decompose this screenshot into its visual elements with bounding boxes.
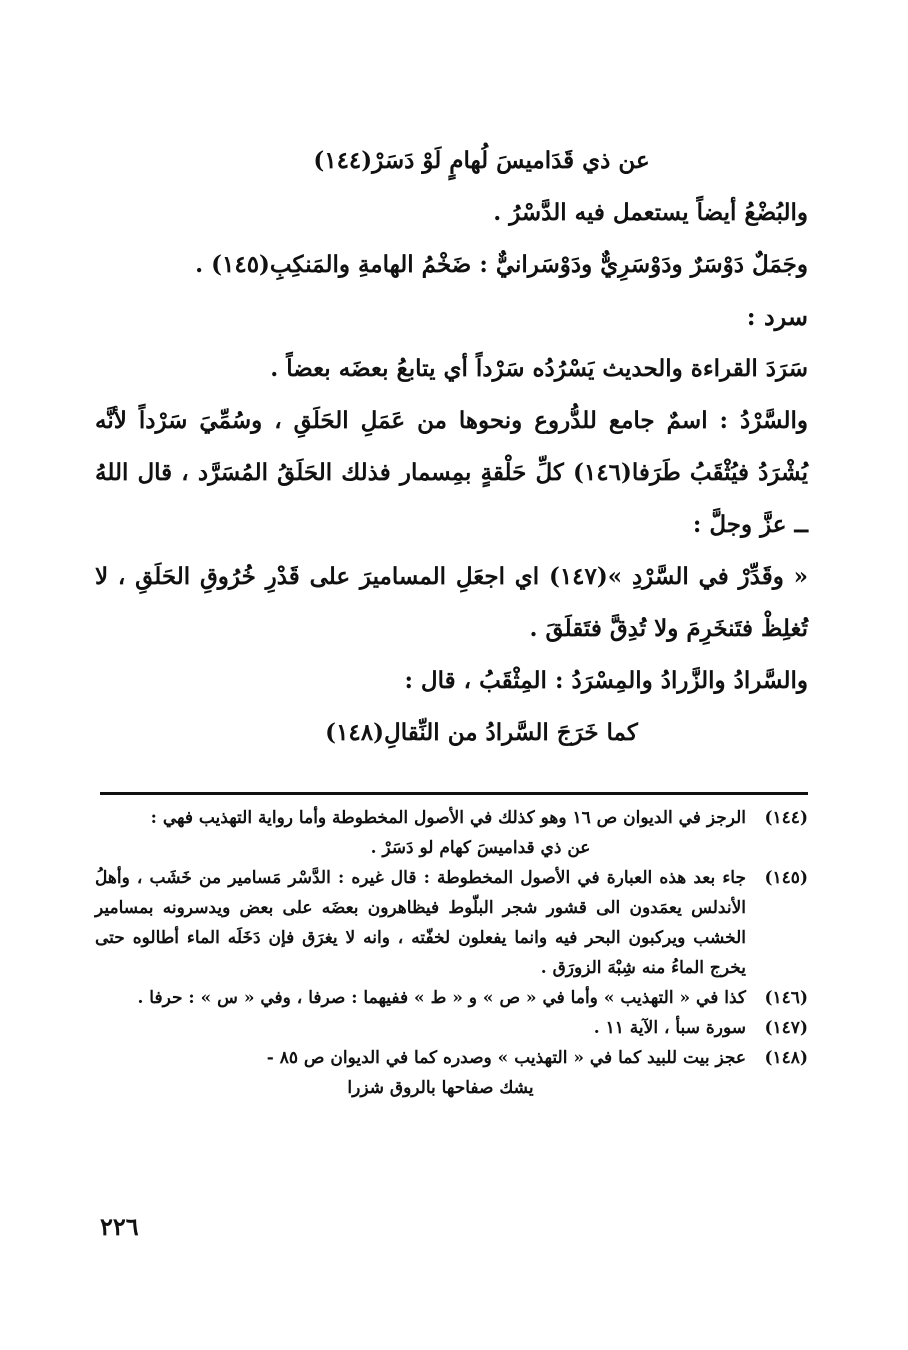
text-paragraph-5: « وقَدِّرْ في السَّرْدِ »(١٤٧) اي اجعَلِ المساميرَ على قَدْرِ خُرُوقِ الحَلَقِ ، لا تُغلِظْ فتَنخَرِمَ ولا تُدِقَّ فتَقلَقَ .: [95, 563, 808, 642]
footnote-number: (١٤٦): [764, 988, 808, 1008]
text-paragraph-4: والسَّرْدُ : اسمٌ جامع للدُّروع ونحوها من عَمَلِ الحَلَقِ ، وسُمِّيَ سَرْداً لأنَّه يُشْرَدُ فيُثْقَبُ طَرَفا(١٤٦) كلِّ حَلْقةٍ بمِسمار فذلك الحَلَقُ المُسَرَّد ، قال اللهُ ــ عزَّ وجلَّ :: [95, 407, 809, 538]
text-paragraph-6: والسَّرادُ والزَّرادُ والمِسْرَدُ : المِثْقَبُ ، قال :: [404, 667, 808, 694]
page-number: ٢٢٦: [100, 1212, 139, 1241]
footnote-number: (١٤٥): [764, 868, 808, 888]
footnote-quote: عن ذي قداميسَ كهام لو دَسَرْ .: [370, 838, 591, 858]
footnote-text: عجز بيت للبيد كما في « التهذيب » وصدره كما في الديوان ص ٨٥ -: [266, 1048, 746, 1068]
verse-line-1: عن ذي قَدَاميسَ لُهامٍ لَوْ دَسَرْ(١٤٤): [313, 147, 650, 174]
main-text-block: [95, 135, 808, 759]
footnote-text: سورة سبأ ، الآية ١١ .: [593, 1018, 746, 1038]
footnote-poem-line: يشك صفاحها بالروق شزرا: [347, 1078, 534, 1098]
footnote-146: [95, 983, 808, 1013]
footnote-147: [95, 1013, 808, 1043]
footnote-148: [95, 1043, 808, 1103]
footnotes-block: [95, 803, 808, 1103]
footnote-144: [95, 803, 808, 863]
footnote-number: (١٤٨): [764, 1048, 808, 1068]
footnote-body: [95, 1043, 746, 1103]
text-paragraph-1: والبُضْعُ أيضاً يستعمل فيه الدَّسْرُ .: [493, 199, 808, 226]
footnote-text: جاء بعد هذه العبارة في الأصول المخطوطة : قال غيره : الدَّسْر مَسامير من خَشَب ، وأهلُ الأندلس يعمَدون الى قشور شجر البلّوط فيظاهرون بعضَه على بعض ويدسرونه بمسامير الخشب ويركبون البحر فيه وانما يفعلون لخفّته ، وانه لا يغرَق فإن دَخَلَه الماء أطالوه حتى يخرج الماءُ منه شِبْهَ الزورَق .: [95, 868, 746, 978]
text-paragraph-3: سَرَدَ القراءة والحديث يَسْرُدُه سَرْداً أي يتابعُ بعضَه بعضاً .: [270, 355, 808, 382]
footnote-number: (١٤٤): [764, 808, 808, 828]
footnote-145: [95, 863, 808, 983]
footnote-divider: [100, 792, 808, 795]
text-paragraph-2: وجَمَلٌ دَوْسَرٌ ودَوْسَرِيٌّ ودَوْسَرانيٌّ : ضَخْمُ الهامةِ والمَنكِبِ(١٤٥) .: [195, 251, 808, 278]
verse-line-2: كما خَرَجَ السَّرادُ من النِّقالِ(١٤٨): [325, 719, 638, 746]
footnote-text: كذا في « التهذيب » وأما في « ص » و « ط » ففيهما : صرفا ، وفي « س » : حرفا .: [137, 988, 746, 1008]
entry-heading-sard: سرد :: [746, 302, 808, 331]
footnote-body: [95, 803, 746, 863]
footnote-number: (١٤٧): [764, 1018, 808, 1038]
footnote-text: الرجز في الديوان ص ١٦ وهو كذلك في الأصول المخطوطة وأما رواية التهذيب فهي :: [150, 808, 746, 828]
